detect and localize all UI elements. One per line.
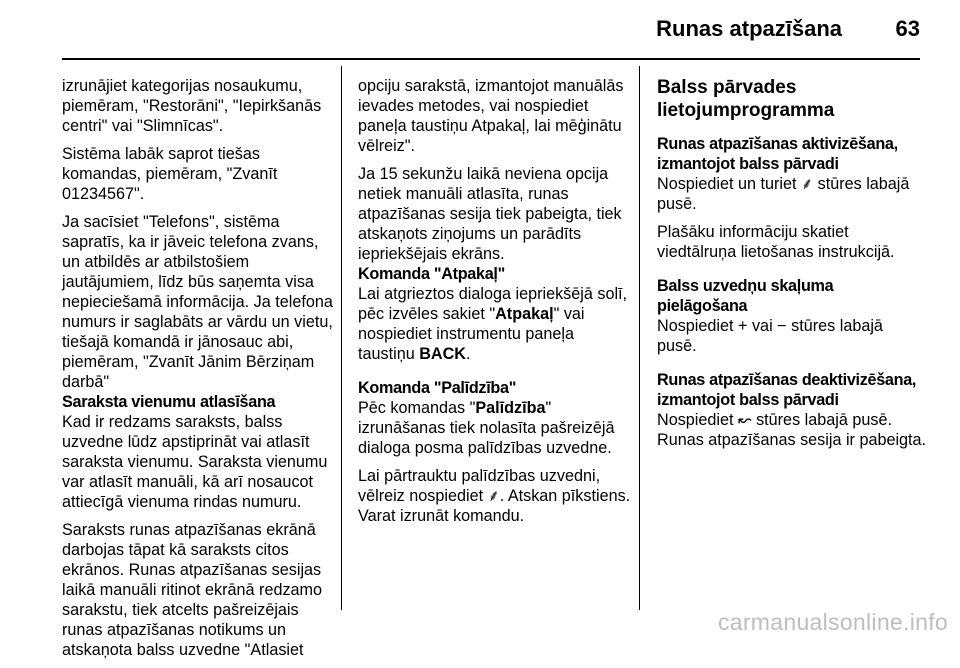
voice-button-icon: ⸙ — [487, 487, 500, 505]
paragraph — [358, 284, 633, 364]
back-key-label: BACK — [419, 345, 466, 363]
end-call-icon: ↜ — [738, 411, 752, 429]
section-back-command — [358, 264, 633, 364]
text-run: Nospiediet — [657, 317, 738, 335]
column-1 — [62, 76, 334, 668]
section-heading: Runas atpazīšanas aktivizēšana, izmantojot balss pārvadi — [657, 135, 898, 173]
header-divider — [62, 58, 920, 60]
column-2 — [358, 76, 633, 534]
page-header — [0, 0, 960, 60]
paragraph: Sistēma labāk saprot tiešas komandas, piemēram, "Zvanīt 01234567". — [62, 145, 278, 203]
text-run: stūres labajā pusē. — [657, 317, 883, 355]
text-run: Pēc komandas " — [358, 399, 476, 417]
paragraph: izrunājiet kategorijas nosaukumu, piemēram, "Restorāni", "Iepirkšanās centri" vai "Slimnīcas". — [62, 77, 322, 135]
paragraph: Ja 15 sekunžu laikā neviena opcija netiek manuāli atlasīta, runas atpazīšanas sesija tiek pabeigta, tiek atskaņots ziņojums un parādīts iepriekšējais ekrāns. — [358, 165, 622, 263]
plus-icon: + — [738, 317, 748, 335]
paragraph — [657, 316, 927, 356]
text-run: . — [465, 345, 471, 363]
watermark: carmanualsonline.info — [717, 609, 948, 635]
section-heading: Komanda "Atpakaļ" — [358, 265, 505, 283]
column-3 — [657, 76, 927, 464]
text-run: Nospiediet — [657, 411, 738, 429]
text-run: vai — [747, 317, 778, 335]
section-heading: Komanda "Palīdzība" — [358, 379, 517, 397]
text-run: stūres labajā pusē. — [657, 175, 910, 213]
paragraph: Ja sacīsiet "Telefons", sistēma sapratīs, ka ir jāveic telefona zvans, un atbildēs ar atbilstošiem jautājumiem, līdz būs saņemta visa nepieciešamā informācija. Ja telefona numurs ir saglabāts ar vārdu un vietu, tiešajā komandā ir jānosauc abi, piemēram, "Zvanīt Jānim Bērziņam darbā" — [62, 213, 333, 391]
page-title: Runas atpazīšana — [656, 16, 842, 41]
section-volume — [657, 276, 927, 356]
page-number: 63 — [895, 16, 920, 41]
text-run: stūres labajā pusē. Runas atpazīšanas sesija ir pabeigta. — [657, 411, 927, 449]
paragraph: Kad ir redzams saraksts, balss uzvedne lūdz apstiprināt vai atlasīt saraksta vienumu. Saraksta vienumu var atlasīt manuāli, kā arī nosaucot attiecīgā vienuma rindas numuru. — [62, 413, 328, 511]
command-word: Atpakaļ — [495, 305, 554, 323]
section-activation — [657, 134, 927, 262]
section-heading: Runas atpazīšanas deaktivizēšana, izmantojot balss pārvadi — [657, 371, 917, 409]
paragraph — [358, 466, 633, 526]
paragraph: Plašāku informāciju skatiet viedtālruņa lietošanas instrukcijā. — [657, 223, 895, 261]
text-run: Lai atgrieztos dialoga iepriekšējā solī, pēc izvēles sakiet " — [358, 285, 628, 323]
text-run: " izrunāšanas tiek nolasīta pašreizējā dialoga posma palīdzības uzvedne. — [358, 399, 615, 457]
paragraph — [657, 174, 927, 214]
section-heading: Saraksta vienumu atlasīšana — [62, 393, 276, 411]
minus-icon: − — [777, 317, 787, 335]
chapter-title: Balss pārvades lietojumprogramma — [657, 77, 835, 121]
voice-button-icon: ⸙ — [800, 175, 814, 193]
text-run: Lai pārtrauktu palīdzības uzvedni, vēlreiz nospiediet — [358, 467, 601, 505]
paragraph: opciju sarakstā, izmantojot manuālās ievades metodes, vai nospiediet paneļa taustiņu Atpakaļ, lai mēģinātu vēlreiz". — [358, 77, 624, 155]
section-heading: Balss uzvedņu skaļuma pielāgošana — [657, 277, 834, 315]
paragraph: Saraksts runas atpazīšanas ekrānā darbojas tāpat kā saraksts citos ekrānos. Runas atpazīšanas sesijas laikā manuāli ritinot ekrānā redzamo sarakstu, tiek atcelts pašreizējais runas atpazīšanas notikums un atskaņota balss uzvedne "Atlasiet — [62, 521, 323, 659]
column-divider-2 — [639, 66, 640, 610]
text-run: . Atskan pīkstiens. Varat izrunāt komandu. — [358, 487, 631, 525]
paragraph — [657, 410, 927, 450]
section-deactivation — [657, 370, 927, 450]
text-run: " vai nospiediet instrumentu paneļa taustiņu — [358, 305, 585, 363]
paragraph — [358, 398, 633, 458]
command-word: Palīdzība — [475, 399, 546, 417]
column-divider-1 — [341, 66, 342, 610]
text-run: Nospiediet un turiet — [657, 175, 801, 193]
